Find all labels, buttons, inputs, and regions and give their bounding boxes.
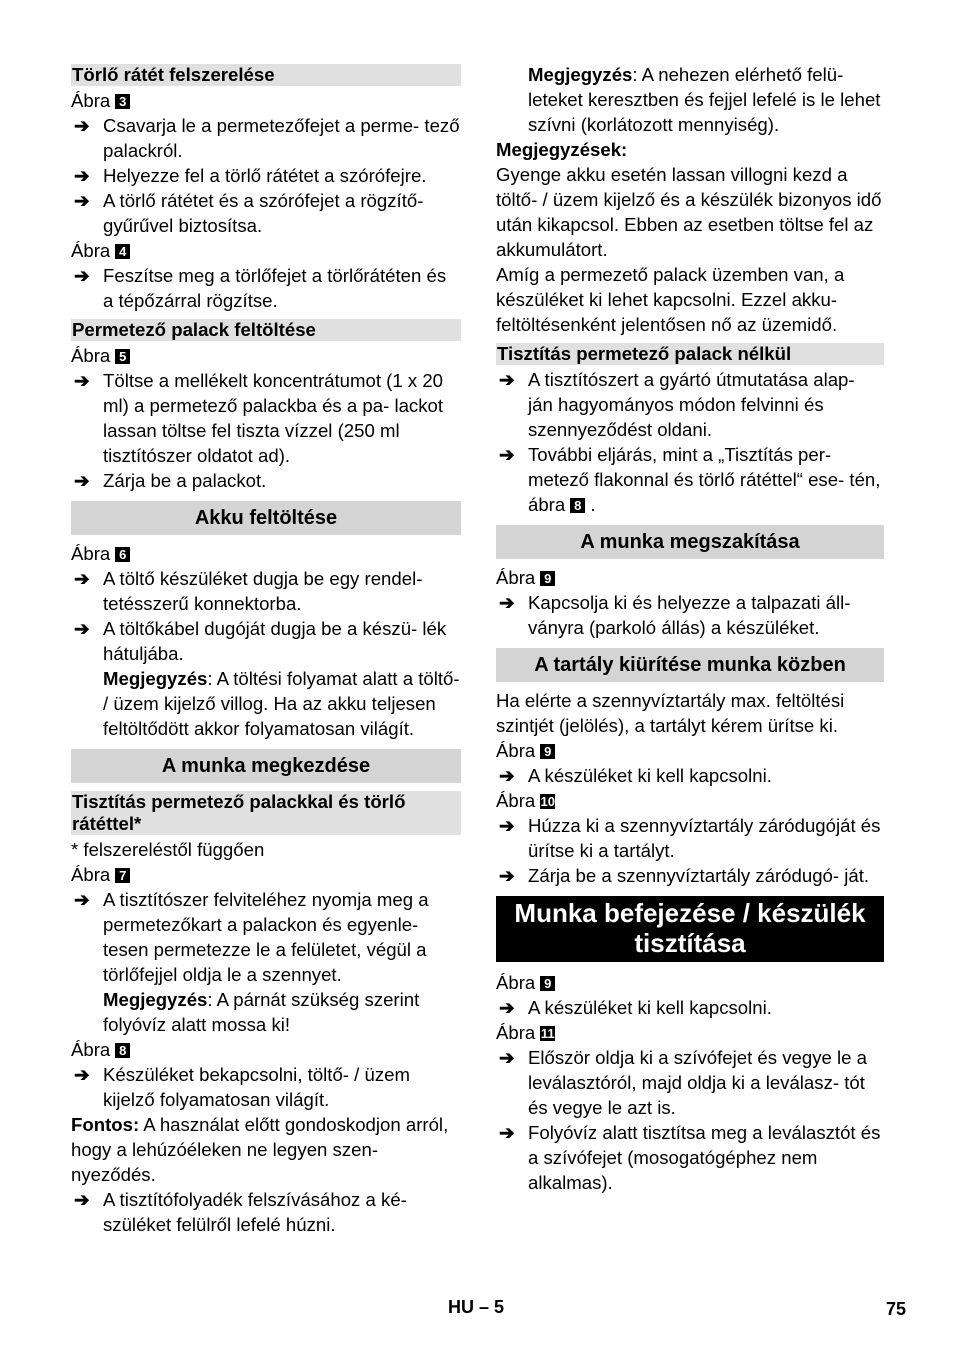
figure-number: 8 xyxy=(570,498,585,513)
figure-number: 5 xyxy=(115,349,130,364)
figure-number: 9 xyxy=(540,976,555,991)
arrow-right-icon: ➔ xyxy=(499,865,515,886)
figure-number: 6 xyxy=(115,547,130,562)
arrow-right-icon: ➔ xyxy=(74,370,90,391)
list-item: ➔ A tisztítószert a gyártó útmutatása alap- ján hagyományos módon felvinni és szennyeződést oldani. xyxy=(499,369,855,440)
arrow-right-icon: ➔ xyxy=(499,592,515,613)
figure-ref: Ábra 8 xyxy=(71,1037,461,1062)
figure-number: 3 xyxy=(115,94,130,109)
arrow-right-icon: ➔ xyxy=(499,369,515,390)
list-item: ➔ Helyezze fel a törlő rátétet a szórófejre. xyxy=(74,165,427,186)
figure-ref: Ábra 9 xyxy=(496,970,884,995)
figure-number: 10 xyxy=(540,794,556,809)
arrow-right-icon: ➔ xyxy=(499,765,515,786)
footer-page-number: 75 xyxy=(885,1299,906,1319)
right-column xyxy=(496,62,884,1195)
figure-ref: Ábra 3 xyxy=(71,88,461,113)
subheading-permetezo-palack: Permetező palack feltöltése xyxy=(71,319,461,341)
list-item: ➔ A készüléket ki kell kapcsolni. xyxy=(499,997,772,1018)
figure-number: 11 xyxy=(540,1026,555,1041)
arrow-right-icon: ➔ xyxy=(74,115,90,136)
figure-number: 9 xyxy=(540,571,555,586)
list-item: ➔ A készüléket ki kell kapcsolni. xyxy=(499,765,772,786)
figure-ref: Ábra 9 xyxy=(496,565,884,590)
arrow-right-icon: ➔ xyxy=(74,190,90,211)
section-heading-munka-megszakitasa: A munka megszakítása xyxy=(496,525,884,559)
list-item: ➔ Feszítse meg a törlőfejet a törlőrátéten és a tépőzárral rögzítse. xyxy=(74,265,447,311)
left-column xyxy=(71,62,461,1237)
note: Megjegyzés: A párnát szükség szerint folyóvíz alatt mossa ki! xyxy=(103,989,420,1035)
list-item: ➔ A tisztítószer felviteléhez nyomja meg a permetezőkart a palackon és egyenle- tesen permetezze le a felületet, végül a törlőfejjel oldja le a szennyet. xyxy=(74,889,429,985)
notes-label: Megjegyzések: xyxy=(496,139,628,160)
arrow-right-icon: ➔ xyxy=(74,889,90,910)
figure-ref: Ábra 4 xyxy=(71,238,461,263)
paragraph: Ha elérte a szennyvíztartály max. feltöltési szintjét (jelölés), a tartályt kérem ürítse ki. xyxy=(496,690,845,736)
arrow-right-icon: ➔ xyxy=(499,444,515,465)
subheading-tisztitas-palackkal: Tisztítás permetező palackkal és törlő rátéttel* xyxy=(71,791,461,835)
list-item: ➔ Csavarja le a permetezőfejet a perme- tező palackról. xyxy=(74,115,460,161)
figure-ref: Ábra 9 xyxy=(496,738,884,763)
arrow-right-icon: ➔ xyxy=(499,1122,515,1143)
figure-number: 7 xyxy=(115,868,130,883)
list-item: ➔ A törlő rátétet és a szórófejet a rögzítő- gyűrűvel biztosítsa. xyxy=(74,190,424,236)
list-item: ➔ Zárja be a palackot. xyxy=(74,470,267,491)
arrow-right-icon: ➔ xyxy=(74,470,90,491)
list-item: ➔ Zárja be a szennyvíztartály záródugó- ját. xyxy=(499,865,870,886)
arrow-right-icon: ➔ xyxy=(74,568,90,589)
arrow-right-icon: ➔ xyxy=(499,815,515,836)
arrow-right-icon: ➔ xyxy=(74,1064,90,1085)
figure-ref: Ábra 6 xyxy=(71,541,461,566)
figure-number: 9 xyxy=(540,744,555,759)
figure-ref: Ábra 10 xyxy=(496,790,556,811)
figure-number: 4 xyxy=(115,244,130,259)
main-heading-munka-befejezese: Munka befejezése / készülék tisztítása xyxy=(496,896,884,962)
subheading-tisztitas-palack-nelkul: Tisztítás permetező palack nélkül xyxy=(496,343,884,365)
arrow-right-icon: ➔ xyxy=(74,1189,90,1210)
list-item: ➔ A töltő készüléket dugja be egy rendel- tetésszerű konnektorba. xyxy=(74,568,423,614)
footer-language-page: HU – 5 xyxy=(448,1297,505,1317)
paragraph: Gyenge akku esetén lassan villogni kezd a töltő- / üzem kijelző és a készülék bizonyos idő után kikapcsol. Ebben az esetben töltse fel az akkumulátort. xyxy=(496,164,882,260)
list-item: ➔ A tisztítófolyadék felszívásához a ké- szüléket felülről lefelé húzni. xyxy=(74,1189,407,1235)
arrow-right-icon: ➔ xyxy=(74,618,90,639)
list-item: ➔ Először oldja ki a szívófejet és vegye le a leválasztóról, majd oldja ki a leválasz- tót és vegye le azt is. xyxy=(499,1047,867,1118)
arrow-right-icon: ➔ xyxy=(74,265,90,286)
list-item: ➔ Kapcsolja ki és helyezze a talpazati áll- ványra (parkoló állás) a készüléket. xyxy=(499,592,851,638)
section-heading-munka-megkezdese: A munka megkezdése xyxy=(71,749,461,783)
list-item: ➔ Töltse a mellékelt koncentrátumot (1 x 20 ml) a permetező palackba és a pa- lackot lassan töltse fel tiszta vízzel (250 ml tisztítószer oldatot ad). xyxy=(74,370,444,466)
arrow-right-icon: ➔ xyxy=(499,1047,515,1068)
list-item: ➔ További eljárás, mint a „Tisztítás per- metező flakonnal és törlő rátéttel“ ese- tén, ábra 8 . xyxy=(499,444,881,515)
arrow-right-icon: ➔ xyxy=(499,997,515,1018)
figure-ref: Ábra 11 xyxy=(496,1022,555,1043)
arrow-right-icon: ➔ xyxy=(74,165,90,186)
paragraph: Amíg a permezető palack üzemben van, a készüléket ki lehet kapcsolni. Ezzel akku- feltöltésenként jelentősen nő az üzemidő. xyxy=(496,264,845,335)
list-item: ➔ A töltőkábel dugóját dugja be a készü- lék hátuljába. xyxy=(74,618,447,664)
note: Megjegyzés: A nehezen elérhető felü- leteket keresztben és fejjel lefelé is le lehet szívni (korlátozott mennyiség). xyxy=(528,64,881,135)
important-note: Fontos: A használat előtt gondoskodjon arról, hogy a lehúzóéleken ne legyen szen- nyeződés. xyxy=(71,1114,449,1185)
figure-number: 8 xyxy=(115,1043,130,1058)
section-heading-tartaly-kiuritese: A tartály kiürítése munka közben xyxy=(496,648,884,682)
figure-ref: Ábra 5 xyxy=(71,343,461,368)
subheading-torlo-ratet: Törlő rátét felszerelése xyxy=(71,64,461,86)
figure-ref: Ábra 7 xyxy=(71,862,461,887)
list-item: ➔ Készüléket bekapcsolni, töltő- / üzem kijelző folyamatosan világít. xyxy=(74,1064,410,1110)
list-item: ➔ Folyóvíz alatt tisztítsa meg a leválasztót és a szívófejet (mosogatógéphez nem alkalmas). xyxy=(499,1122,881,1193)
section-heading-akku: Akku feltöltése xyxy=(71,501,461,535)
list-item: ➔ Húzza ki a szennyvíztartály záródugóját és ürítse ki a tartályt. xyxy=(499,815,881,861)
note: Megjegyzés: A töltési folyamat alatt a töltő- / üzem kijelző villog. Ha az akku teljesen feltöltődött akkor folyamatosan világít. xyxy=(103,668,460,739)
optional-note: * felszereléstől függően xyxy=(71,839,265,860)
